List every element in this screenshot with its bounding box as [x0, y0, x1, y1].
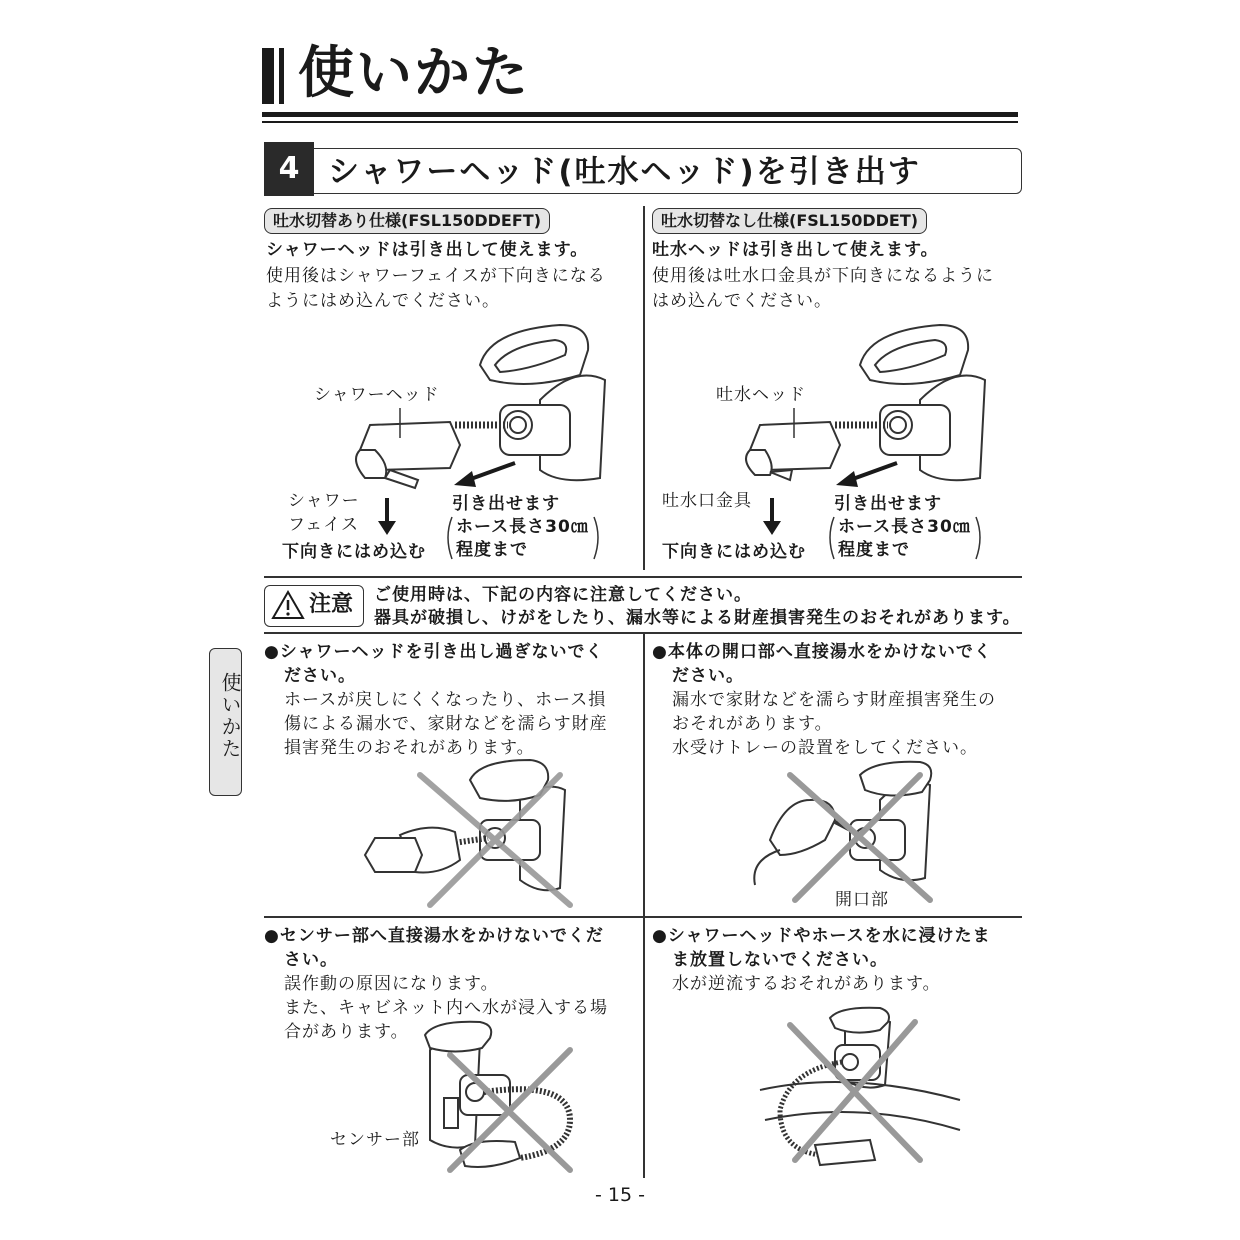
immersion-illustration [750, 1010, 970, 1170]
right-body-line: はめ込んでください。 [652, 291, 832, 311]
warning-title-cont: ださい。 [672, 666, 744, 686]
warning-body-line: ホースが戻しにくくなったり、ホース損 [284, 690, 607, 710]
overextend-illustration [360, 760, 590, 905]
bullet-icon: ● [264, 926, 280, 946]
warning-title: ●本体の開口部へ直接湯水をかけないでく [652, 642, 992, 662]
left-hose-label: 程度まで [456, 540, 528, 560]
caution-text [374, 584, 1021, 630]
caution-label: 注意 [309, 592, 354, 617]
bullet-icon: ● [652, 642, 668, 662]
section-title: シャワーヘッド(吐水ヘッド)を引き出す [328, 154, 921, 190]
warning-body-line: おそれがあります。 [672, 714, 833, 734]
warning-body-line: また、キャビネット内へ水が浸入する場 [284, 998, 608, 1018]
left-lead-text: シャワーヘッドは引き出して使えます。 [266, 240, 589, 260]
arrow-left-icon [450, 455, 520, 490]
left-hose-label: ホース長さ30㎝ [456, 517, 589, 537]
right-body-line: 使用後は吐水口金具が下向きになるように [652, 266, 994, 286]
title-rule [262, 112, 1018, 117]
warning-title-cont: ま放置しないでください。 [672, 950, 888, 970]
warning-title-cont: ださい。 [284, 666, 356, 686]
row-divider [264, 916, 1022, 918]
warning-body-line: 水受けトレーの設置をしてください。 [672, 738, 978, 758]
section-number: 4 [264, 142, 314, 196]
bullet-icon: ● [264, 642, 280, 662]
left-head-label: シャワーヘッド [314, 385, 440, 405]
page-title: 使いかた [298, 41, 530, 106]
warning-body-line: 漏水で家財などを濡らす財産損害発生の [672, 690, 996, 710]
left-face-label: シャワー [288, 491, 360, 511]
warning-title: ●センサー部へ直接湯水をかけないでくだ [264, 926, 604, 946]
sensor-illustration [420, 1020, 590, 1170]
warning-title: ●シャワーヘッドやホースを水に浸けたま [652, 926, 991, 946]
warning-body-line: 合があります。 [284, 1022, 409, 1042]
bullet-icon: ● [652, 926, 668, 946]
opening-illustration [740, 760, 960, 900]
leader-line [784, 408, 804, 448]
left-body-line: ようにはめ込んでください。 [266, 291, 500, 311]
arrow-left-icon [832, 455, 902, 490]
arrow-down-icon [760, 495, 790, 540]
right-hose-label: 程度まで [838, 540, 910, 560]
left-down-label: 下向きにはめ込む [282, 542, 426, 562]
right-hose-label: ホース長さ30㎝ [838, 517, 971, 537]
right-lead-text: 吐水ヘッドは引き出して使えます。 [652, 240, 939, 260]
warning-body-line: 傷による漏水で、家財などを濡らす財産 [284, 714, 608, 734]
column-divider [643, 632, 645, 1178]
caution-line: 器具が破損し、けがをしたり、漏水等による財産損害発生のおそれがあります。 [374, 608, 1021, 628]
divider [264, 576, 1022, 578]
right-down-label: 下向きにはめ込む [662, 542, 806, 562]
column-divider [643, 206, 645, 570]
left-pull-label: 引き出せます [452, 494, 560, 514]
side-tab-label: 使いかた [218, 672, 242, 760]
left-face-label: フェイス [288, 515, 359, 535]
sensor-label: センサー部 [330, 1130, 420, 1150]
title-bar-decoration [262, 48, 274, 104]
title-rule [262, 121, 1018, 123]
right-head-label: 吐水ヘッド [716, 385, 806, 405]
left-body-line: 使用後はシャワーフェイスが下向きになる [266, 266, 606, 286]
warning-body-line: 損害発生のおそれがあります。 [284, 738, 535, 758]
caution-line: ご使用時は、下記の内容に注意してください。 [374, 585, 752, 605]
warning-body-line: 誤作動の原因になります。 [284, 974, 499, 994]
warning-title: ●シャワーヘッドを引き出し過ぎないでく [264, 642, 604, 662]
page-number: - 15 - [595, 1184, 645, 1206]
right-fitting-label: 吐水口金具 [662, 491, 752, 511]
warning-title-cont: さい。 [284, 950, 338, 970]
spec-tag-right: 吐水切替なし仕様(FSL150DDET) [652, 208, 927, 234]
title-bar-decoration [279, 48, 284, 104]
arrow-down-icon [375, 495, 405, 540]
spec-tag-left: 吐水切替あり仕様(FSL150DDEFT) [264, 208, 550, 234]
right-pull-label: 引き出せます [834, 494, 942, 514]
opening-label: 開口部 [835, 890, 889, 910]
leader-line [390, 408, 410, 448]
warning-triangle-icon [271, 590, 305, 620]
warning-body-line: 水が逆流するおそれがあります。 [672, 974, 941, 994]
